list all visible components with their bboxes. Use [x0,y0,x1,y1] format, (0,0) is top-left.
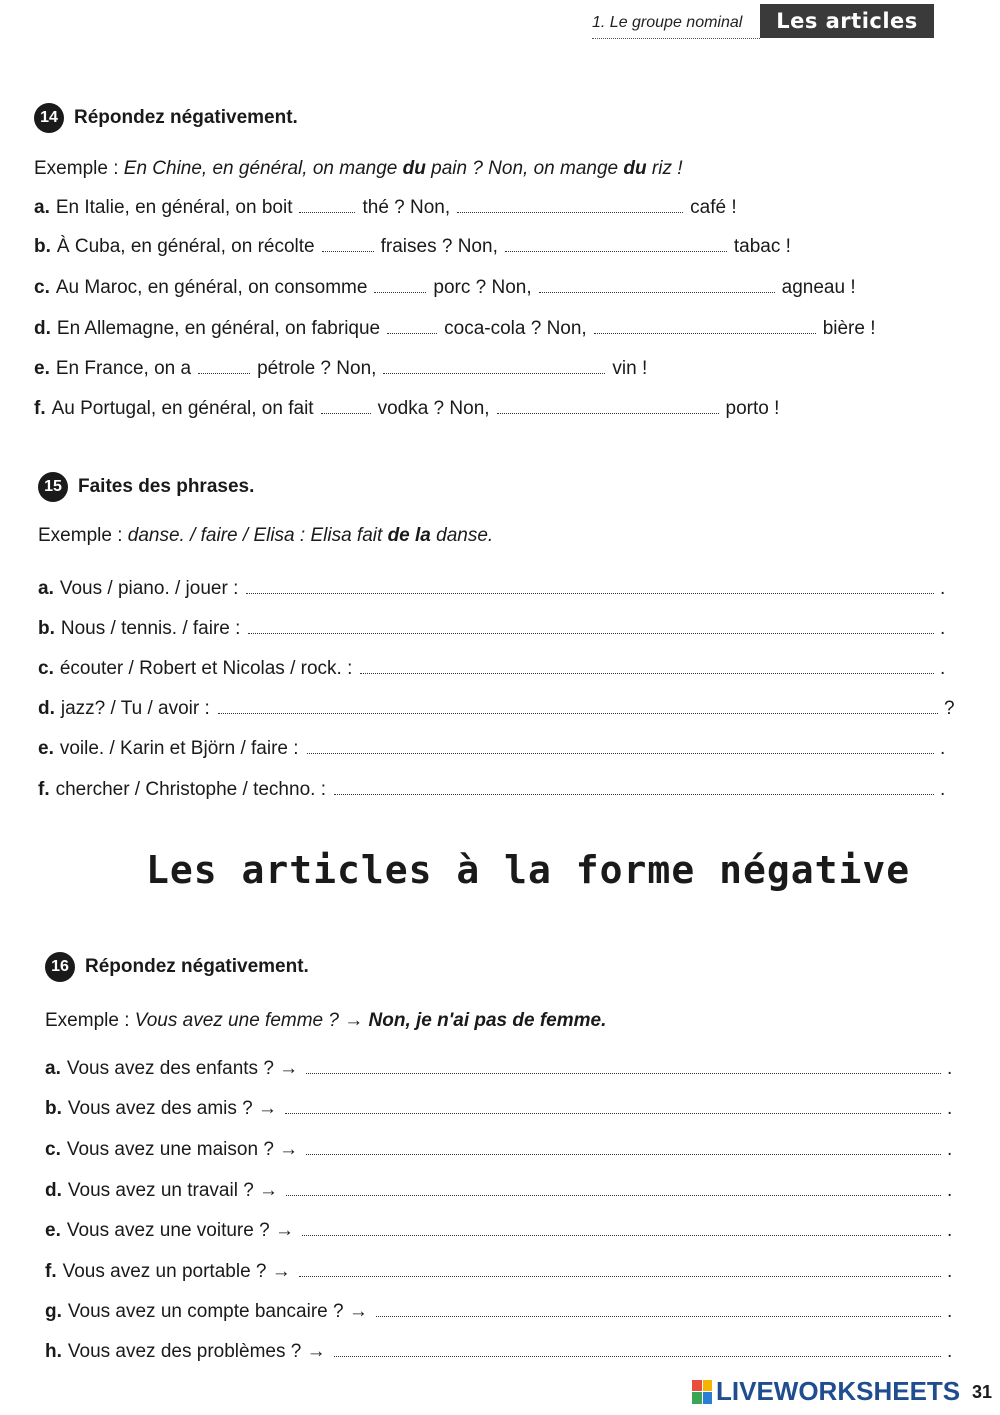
ex15-title: Faites des phrases. [78,476,255,497]
example-label: Exemple : [38,525,123,546]
watermark-text: LIVEWORKSHEETS [716,1376,961,1406]
item-text-2: thé ? Non, [362,197,451,218]
answer-line[interactable] [286,1194,941,1196]
end-punctuation: ? [944,698,955,719]
ex14-item-d [34,318,964,340]
item-letter: a. [34,197,50,218]
answer-blank-2[interactable] [539,291,775,293]
item-text: Vous avez des amis ? → [67,1098,277,1119]
ex14-item-f [34,398,904,420]
item-letter: c. [45,1139,61,1160]
answer-blank-2[interactable] [383,372,605,374]
item-letter: g. [45,1301,62,1322]
ex16-example [45,1010,606,1032]
ex16-item-b [45,1098,957,1120]
answer-line[interactable] [360,672,934,674]
item-letter: f. [45,1261,57,1282]
end-punctuation: . [947,1098,953,1119]
ex15-item-a [38,578,950,600]
example-question: Vous avez une femme ? → [134,1010,364,1031]
answer-blank-1[interactable] [374,291,426,293]
answer-line[interactable] [285,1112,941,1114]
item-text-2: vodka ? Non, [377,398,490,419]
item-letter: d. [45,1180,62,1201]
end-punctuation: . [947,1139,953,1160]
ex15-item-f [38,779,950,801]
ex14-item-b [34,236,914,258]
ex14-title: Répondez négativement. [74,107,298,128]
item-text: À Cuba, en général, on récolte [56,236,315,257]
end-punctuation: . [947,1220,953,1241]
answer-line[interactable] [306,1072,941,1074]
ex16-item-c [45,1139,957,1161]
item-text-3: tabac ! [733,236,791,257]
example-answer: Elisa fait [310,525,383,546]
item-letter: d. [38,698,55,719]
item-text-2: fraises ? Non, [380,236,498,257]
item-text: En Italie, en général, on boit [55,197,293,218]
end-punctuation: . [947,1180,953,1201]
answer-blank-2[interactable] [497,412,719,414]
answer-line[interactable] [302,1234,941,1236]
item-text: écouter / Robert et Nicolas / rock. : [59,658,353,679]
ex15-item-d [38,698,954,720]
example-answer: riz ! [651,158,683,179]
chapter-underline [592,38,760,39]
end-punctuation: . [940,738,946,759]
answer-line[interactable] [218,712,938,714]
item-text: Vous avez une voiture ? → [66,1220,294,1241]
answer-line[interactable] [334,793,934,795]
answer-line[interactable] [299,1275,941,1277]
item-letter: e. [34,358,50,379]
answer-line[interactable] [306,1153,941,1155]
answer-line[interactable] [307,752,934,754]
answer-blank-1[interactable] [387,332,437,334]
ex15-example [38,525,493,547]
item-text: En Allemagne, en général, on fabrique [56,318,381,339]
item-text: Vous avez un compte bancaire ? → [67,1301,368,1322]
answer-line[interactable] [376,1315,941,1317]
item-text-3: agneau ! [781,277,856,298]
answer-blank-2[interactable] [505,250,727,252]
item-text: Nous / tennis. / faire : [60,618,241,639]
end-punctuation: . [947,1261,953,1282]
ex16-item-d [45,1180,957,1202]
example-question: danse. / faire / Elisa : [127,525,306,546]
item-text-2: coca-cola ? Non, [444,318,587,339]
example-answer-bold: du [623,158,647,179]
item-letter: e. [38,738,54,759]
end-punctuation: . [947,1058,953,1079]
liveworksheets-logo-icon [692,1380,712,1404]
item-letter: b. [45,1098,62,1119]
example-bold: du [402,158,426,179]
item-letter: c. [38,658,54,679]
answer-blank-1[interactable] [198,372,250,374]
example-answer-2: danse. [436,525,494,546]
ex16-item-h [45,1341,957,1363]
ex14-item-c [34,277,964,299]
item-text-3: vin ! [612,358,648,379]
end-punctuation: . [940,658,946,679]
example-label: Exemple : [34,158,119,179]
ex14-header [34,103,298,133]
item-letter: h. [45,1341,62,1362]
item-text: Vous avez un travail ? → [67,1180,279,1201]
ex15-item-b [38,618,950,640]
item-letter: f. [38,779,50,800]
item-letter: d. [34,318,51,339]
answer-line[interactable] [246,592,934,594]
ex16-item-g [45,1301,957,1323]
item-letter: f. [34,398,46,419]
ex16-item-f [45,1261,957,1283]
ex15-item-e [38,738,950,760]
item-letter: a. [45,1058,61,1079]
end-punctuation: . [940,578,946,599]
item-text: Vous avez des enfants ? → [66,1058,299,1079]
item-text-3: café ! [690,197,737,218]
item-text: Vous avez une maison ? → [66,1139,299,1160]
ex14-item-a [34,197,834,219]
item-letter: e. [45,1220,61,1241]
section-title: Les articles à la forme négative [146,848,911,892]
item-letter: b. [38,618,55,639]
ex16-number-badge: 16 [45,952,75,982]
item-text: Vous avez un portable ? → [62,1261,291,1282]
item-text: Au Portugal, en général, on fait [51,398,314,419]
item-text: En France, on a [55,358,192,379]
item-text-2: porc ? Non, [433,277,532,298]
answer-line[interactable] [248,632,934,634]
item-text-2: pétrole ? Non, [257,358,377,379]
example-label: Exemple : [45,1010,130,1031]
item-letter: c. [34,277,50,298]
item-text: chercher / Christophe / techno. : [55,779,326,800]
ex15-number-badge: 15 [38,472,68,502]
ex16-item-a [45,1058,957,1080]
ex14-example [34,158,683,180]
example-question-2: pain ? Non, on mange [431,158,619,179]
answer-blank-2[interactable] [457,211,683,213]
section-badge: Les articles [760,4,934,38]
answer-blank-1[interactable] [299,211,355,213]
end-punctuation: . [940,779,946,800]
chapter-label: 1. Le groupe nominal [592,14,743,31]
ex15-header [38,472,254,502]
item-text: Vous avez des problèmes ? → [67,1341,326,1362]
ex16-title: Répondez négativement. [85,956,309,977]
item-text: voile. / Karin et Björn / faire : [59,738,299,759]
ex16-item-e [45,1220,957,1242]
answer-blank-1[interactable] [322,250,374,252]
ex14-number-badge: 14 [34,103,64,133]
example-answer-bold: Non, je n'ai pas de femme. [368,1010,607,1031]
ex15-item-c [38,658,950,680]
item-text: Au Maroc, en général, on consomme [55,277,368,298]
item-text: Vous / piano. / jouer : [59,578,239,599]
end-punctuation: . [947,1341,953,1362]
item-text-3: bière ! [822,318,876,339]
example-question: En Chine, en général, on mange [123,158,398,179]
example-answer-bold: de la [387,525,431,546]
item-letter: a. [38,578,54,599]
end-punctuation: . [940,618,946,639]
ex16-header [45,952,309,982]
item-text-3: porto ! [725,398,780,419]
end-punctuation: . [947,1301,953,1322]
answer-blank-1[interactable] [321,412,371,414]
answer-line[interactable] [334,1355,941,1357]
ex14-item-e [34,358,754,380]
liveworksheets-watermark [692,1376,960,1407]
answer-blank-2[interactable] [594,332,816,334]
page-number: 31 [972,1382,993,1402]
item-text: jazz? / Tu / avoir : [60,698,210,719]
item-letter: b. [34,236,51,257]
